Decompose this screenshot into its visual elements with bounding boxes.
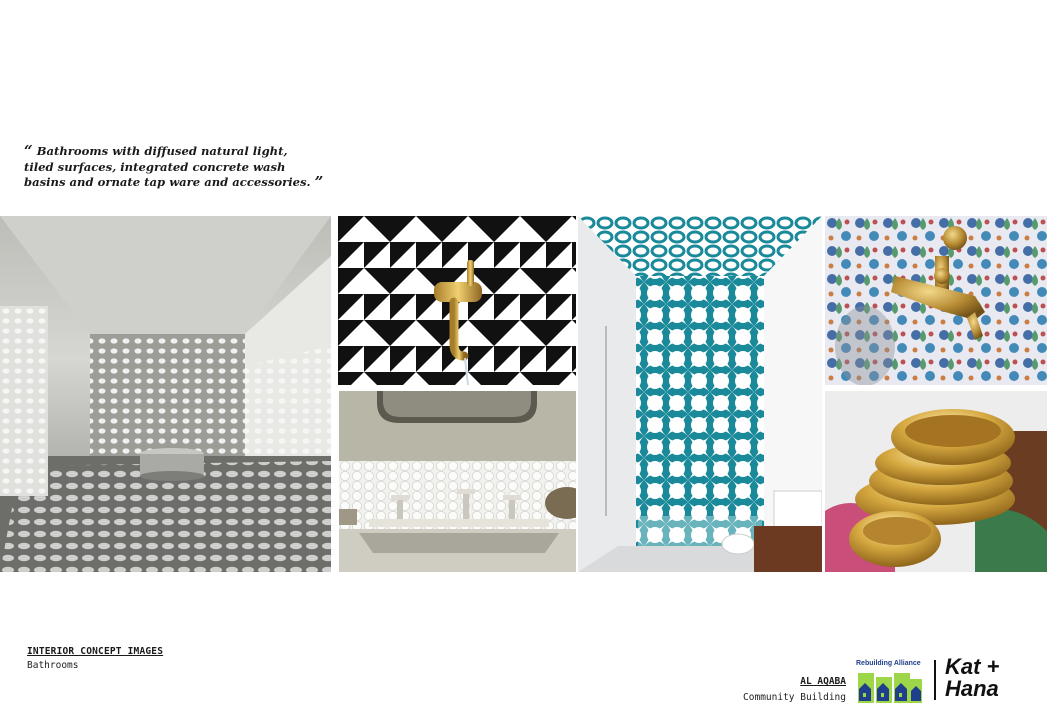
image-concrete-basin [339, 391, 576, 572]
section-title: INTERIOR CONCEPT IMAGES [27, 646, 164, 657]
close-quote-mark: ” [314, 173, 324, 191]
project-title: AL AQABA [800, 676, 846, 687]
section-subtitle: Bathrooms [27, 660, 79, 671]
quote-line-3: basins and ornate tap ware and accessories. [24, 175, 311, 189]
image-teal-tiled-shower [578, 216, 822, 572]
kat-hana-line-2: Hana [945, 676, 999, 701]
rebuilding-alliance-logo-icon [856, 659, 924, 705]
kat-hana-logo [945, 656, 999, 700]
quote-line-2: tiled surfaces, integrated concrete wash [24, 159, 286, 174]
rebuilding-alliance-logo-text: Rebuilding Alliance [856, 660, 921, 667]
concept-quote [24, 144, 354, 191]
quote-line-1: Bathrooms with diffused natural light, [36, 144, 288, 158]
open-quote-mark: “ [24, 142, 33, 160]
image-ornate-brass-tap [825, 216, 1047, 385]
kat-hana-line-1: Kat + [945, 654, 1000, 679]
logo-divider [934, 660, 936, 700]
project-subtitle: Community Building [743, 692, 846, 703]
image-perforated-light-bathroom [0, 216, 331, 572]
image-brass-bowls [825, 391, 1047, 572]
image-triangle-tiles-brass-tap [338, 216, 576, 385]
